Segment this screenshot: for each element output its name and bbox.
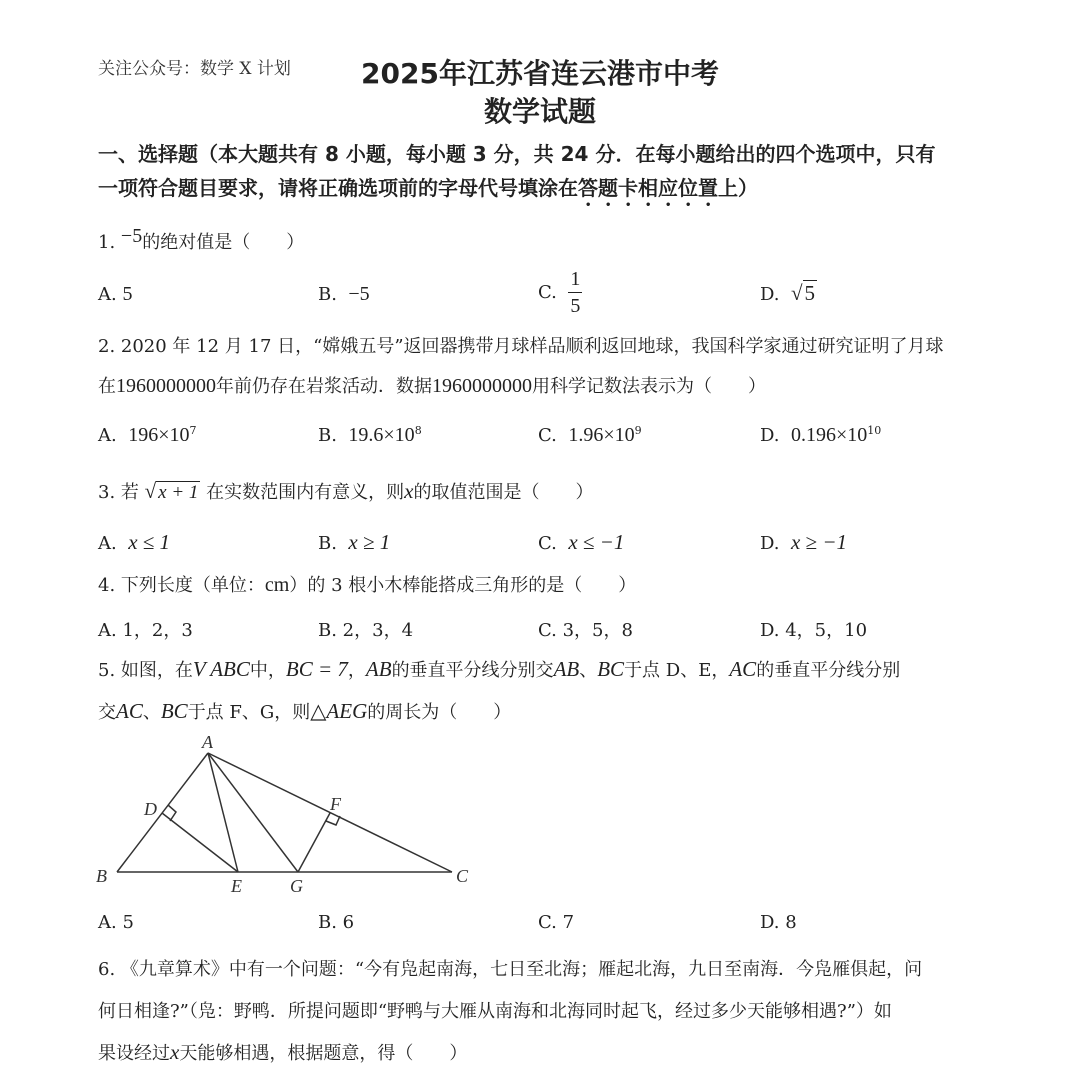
question-5-line2 — [98, 698, 511, 724]
option-label: A. — [98, 533, 117, 554]
option-a[interactable]: A. 5 — [98, 912, 134, 933]
text: 果设经过 — [98, 1043, 170, 1064]
label-b: B — [96, 866, 107, 886]
option-label: C. — [538, 533, 557, 554]
square-root: √ x + 1 — [144, 479, 199, 503]
option-d[interactable] — [760, 530, 847, 555]
question-5-line1 — [98, 656, 900, 682]
option-label: C. — [538, 425, 557, 446]
text: 天能够相遇，根据题意，得（ ） — [179, 1043, 468, 1064]
exam-subtitle: 数学试题 — [483, 95, 596, 128]
text: 4. 下列长度（单位： — [98, 575, 265, 596]
math: BC — [597, 657, 625, 681]
option-label: C. — [538, 281, 557, 303]
option-label: B. — [318, 425, 337, 446]
label-a: A — [202, 732, 213, 752]
option-d[interactable] — [760, 281, 817, 306]
numerator: 1 — [568, 266, 582, 293]
option-b[interactable] — [318, 283, 370, 306]
question-6-line1: 6. 《九章算术》中有一个问题：“今有凫起南海，七日至北海；雁起北海，九日至南海．今凫雁俱起，问 — [98, 959, 923, 980]
option-label: B. — [318, 533, 337, 554]
fraction — [568, 266, 582, 319]
option-d[interactable]: D. 4，5，10 — [760, 620, 868, 641]
question-number: 3. 若 — [98, 482, 139, 503]
text: 在 — [98, 376, 116, 397]
option-b[interactable]: B. 2，3，4 — [318, 620, 414, 641]
radicand: 5 — [804, 281, 815, 305]
text: 交 — [98, 702, 116, 723]
text: 、 — [579, 660, 598, 681]
exponent: 10 — [867, 424, 882, 437]
section-heading-prefix: 一项符合题目要求，请将正确选项前的字母代号填涂在 — [98, 176, 578, 200]
math: AC — [729, 657, 757, 681]
math-expression: −5 — [120, 225, 143, 247]
option-a[interactable]: A. 1，2，3 — [98, 620, 193, 641]
option-value: 1.96×10 — [568, 424, 635, 446]
number: 1960000000 — [116, 375, 216, 397]
text: 的垂直平分线分别交 — [391, 660, 554, 681]
option-value: x ≤ −1 — [568, 530, 625, 554]
text: 5. 如图，在 — [98, 660, 193, 681]
exponent: 7 — [189, 424, 197, 437]
option-d[interactable]: D. 8 — [760, 912, 797, 933]
math: AB — [553, 657, 580, 681]
text: 的垂直平分线分别 — [756, 660, 901, 681]
section-heading-emphasis: 答题卡相应位置 — [578, 176, 718, 200]
segment-fg — [298, 813, 330, 872]
label-e: E — [231, 876, 242, 896]
section-heading-line2 — [98, 172, 758, 211]
exponent: 9 — [634, 424, 642, 437]
question-text: 的绝对值是（ ） — [142, 232, 305, 253]
text: 的周长为（ ） — [367, 702, 512, 723]
option-label: D. — [760, 284, 780, 305]
option-a[interactable] — [98, 283, 132, 306]
option-b[interactable]: B. 6 — [318, 912, 355, 933]
denominator: 5 — [570, 295, 581, 317]
text: 于点 D、E， — [624, 660, 730, 681]
radicand: x + 1 — [158, 482, 199, 503]
question-1 — [98, 225, 305, 254]
question-6-line3 — [98, 1039, 467, 1065]
question-3 — [98, 478, 594, 504]
label-g: G — [290, 876, 303, 896]
triangle-figure — [90, 730, 490, 900]
text: 用科学记数法表示为（ ） — [532, 376, 766, 397]
option-label: A. — [98, 425, 117, 446]
option-value: −5 — [348, 283, 370, 305]
option-a[interactable] — [98, 530, 170, 555]
option-c[interactable] — [538, 530, 624, 555]
text: 、 — [142, 702, 161, 723]
label-c: C — [456, 866, 469, 886]
option-b[interactable] — [318, 424, 422, 447]
question-6-line2: 何日相逢?”（凫：野鸭．所提问题即“野鸭与大雁从南海和北海同时起飞，经过多少天能够相遇?”）如 — [98, 1001, 892, 1022]
text: 的取值范围是（ ） — [413, 482, 594, 503]
text: 在实数范围内有意义，则 — [206, 482, 405, 503]
text: ， — [347, 660, 366, 681]
math: BC — [160, 699, 188, 723]
exam-title: 2025年江苏省连云港市中考 — [361, 57, 719, 90]
section-heading-suffix: 上） — [718, 176, 758, 200]
square-root: √5 — [790, 281, 815, 305]
number: 1960000000 — [432, 375, 532, 397]
segment-de — [162, 813, 238, 872]
variable: x — [404, 479, 414, 503]
math: V ABC — [192, 657, 250, 681]
math: AB — [365, 657, 392, 681]
option-d[interactable] — [760, 424, 881, 447]
question-number: 1. — [98, 232, 116, 253]
option-a[interactable] — [98, 424, 196, 447]
option-label: B. — [318, 284, 337, 305]
option-value: x ≥ −1 — [790, 530, 847, 554]
option-label: D. — [760, 425, 780, 446]
option-value: 19.6×10 — [348, 424, 415, 446]
option-c[interactable]: C. 3，5，8 — [538, 620, 633, 641]
variable: x — [170, 1040, 180, 1064]
text: 于点 F、G，则 — [187, 702, 311, 723]
text: ）的 3 根小木棒能搭成三角形的是（ ） — [289, 575, 637, 596]
unit: cm — [264, 574, 290, 596]
option-label: D. — [760, 533, 780, 554]
option-value: x ≥ 1 — [348, 530, 391, 554]
option-c[interactable]: C. 7 — [538, 912, 575, 933]
math: AC — [116, 699, 143, 723]
option-c[interactable] — [538, 424, 642, 447]
segment-ae — [208, 753, 238, 872]
label-d: D — [144, 799, 157, 819]
exponent: 8 — [414, 424, 422, 437]
option-value: 5 — [122, 283, 133, 305]
label-f: F — [330, 794, 341, 814]
question-2-line1: 2. 2020 年 12 月 17 日，“嫦娥五号”返回器携带月球样品顺利返回地球，我国科学家通过研究证明了月球 — [98, 336, 944, 357]
option-b[interactable] — [318, 530, 390, 555]
segment-ag — [208, 753, 298, 872]
question-2-line2 — [98, 372, 766, 398]
math: BC = 7 — [285, 657, 348, 681]
text: 中， — [249, 660, 286, 681]
option-label: A. — [98, 284, 117, 305]
watermark-text: 关注公众号：数学 X 计划 — [98, 59, 291, 79]
option-value: 0.196×10 — [790, 424, 868, 446]
text: 年前仍存在岩浆活动．数据 — [216, 376, 432, 397]
option-value: x ≤ 1 — [128, 530, 171, 554]
math: △AEG — [310, 699, 368, 723]
question-4 — [98, 571, 636, 597]
option-value: 196×10 — [128, 424, 190, 446]
option-c[interactable] — [538, 266, 582, 319]
section-heading-line1: 一、选择题（本大题共有 8 小题，每小题 3 分，共 24 分．在每小题给出的四个选项中，只有 — [98, 142, 936, 166]
